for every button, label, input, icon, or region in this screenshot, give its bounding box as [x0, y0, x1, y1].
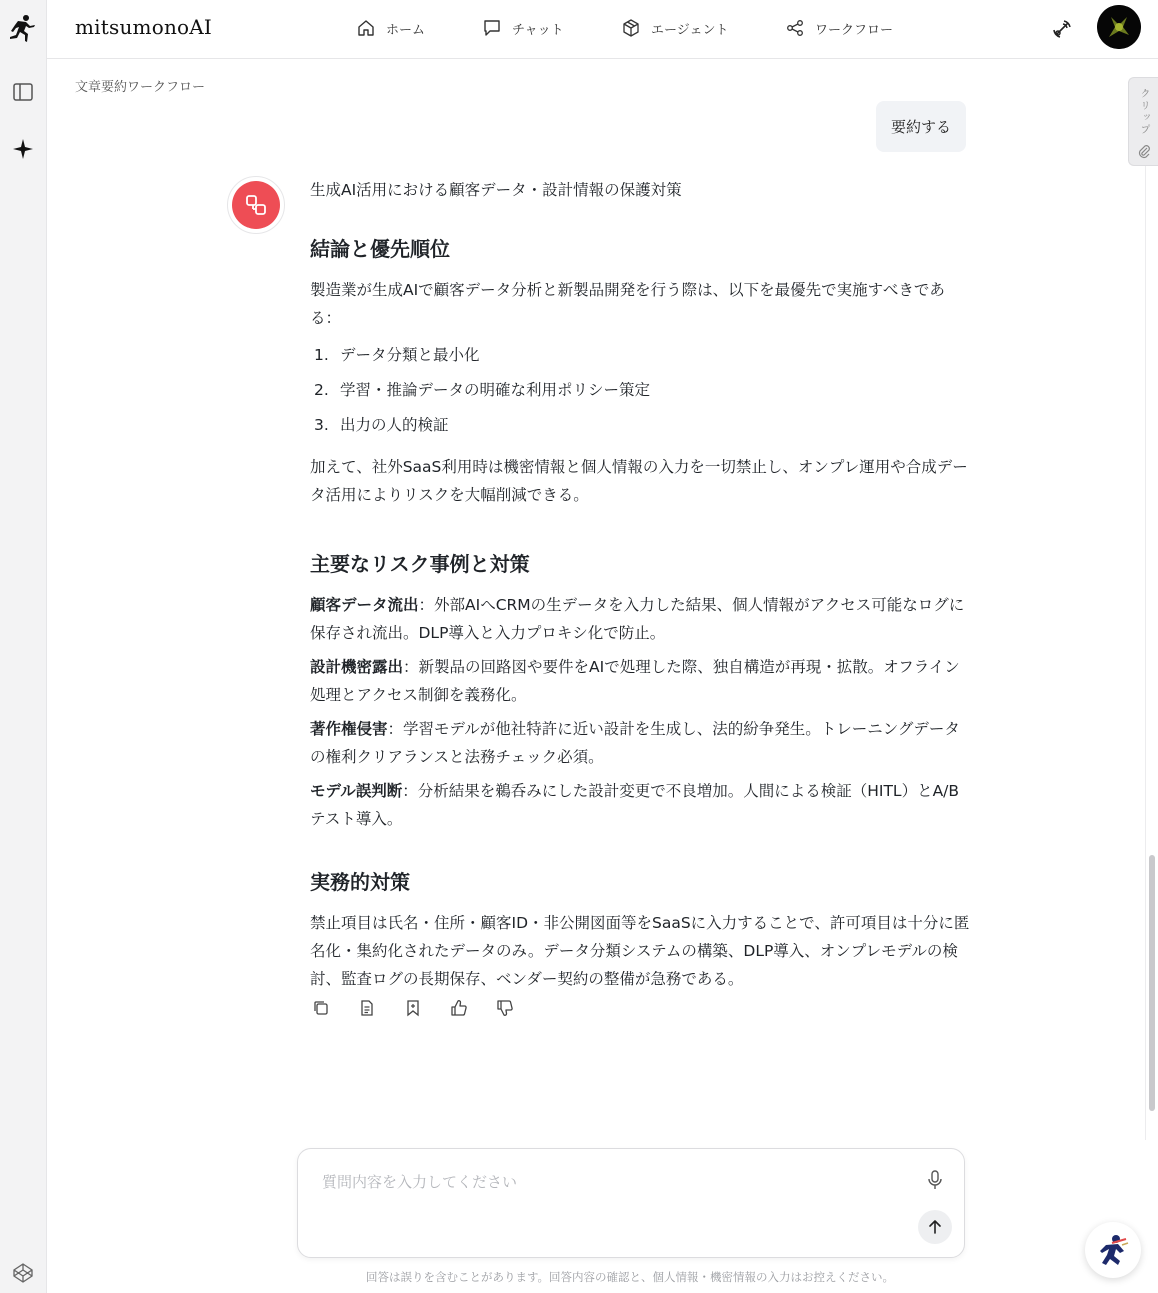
chat-composer [297, 1148, 965, 1258]
section-heading-practical: 実務的対策 [310, 870, 410, 894]
section3-body: 禁止項目は氏名・住所・顧客ID・非公開図面等をSaaSに入力することで、許可項目は十分に匿名化・集約化されたデータのみ。データ分類システムの構築、DLP導入、オンプレモデルの検討、監査ログの長期保存、ベンダー契約の整備が急務である。 [310, 914, 970, 988]
list-item: 2. 学習・推論データの明確な利用ポリシー策定 [314, 381, 651, 399]
message-actions [310, 999, 970, 1017]
section-heading-risks: 主要なリスク事例と対策 [310, 552, 530, 576]
bookmark-icon[interactable] [404, 999, 422, 1017]
document-icon[interactable] [358, 999, 376, 1017]
risk-item: 設計機密露出：新製品の回路図や要件をAIで処理した際、独自構造が再現・拡散。オフライン処理とアクセス制御を義務化。 [310, 658, 960, 704]
cube-icon [621, 18, 641, 38]
section1-closing: 加えて、社外SaaS利用時は機密情報と個人情報の入力を一切禁止し、オンプレ運用や合成データ活用によりリスクを大幅削減できる。 [310, 458, 968, 504]
scroll-track [1145, 166, 1146, 1140]
sidebar-toggle-icon[interactable] [8, 77, 38, 107]
user-message-bubble: 要約する [876, 101, 966, 152]
section1-intro: 製造業が生成AIで顧客データ分析と新製品開発を行う際は、以下を最優先で実施すべきである： [310, 281, 945, 327]
nav-workflow[interactable] [785, 16, 893, 40]
nav-workflow-label: ワークフロー [815, 22, 894, 38]
nav-agent[interactable] [621, 16, 728, 40]
home-icon [356, 18, 376, 38]
ninja-mascot-icon [1094, 1231, 1132, 1269]
logo-runner-icon[interactable] [8, 14, 38, 44]
risk-item: 顧客データ流出：外部AIへCRMの生データを入力した結果、個人情報がアクセス可能なログに保存され流出。DLP導入と入力プロキシ化で防止。 [310, 596, 965, 642]
list-item: 1. データ分類と最小化 [314, 346, 480, 364]
nav-chat[interactable] [482, 16, 564, 40]
assistant-avatar [227, 176, 285, 234]
brand-name[interactable]: mitsumonoAI [75, 15, 213, 39]
risk-item: 著作権侵害：学習モデルが他社特許に近い設計を生成し、法的紛争発生。トレーニングデータの権利クリアランスと法務チェック必須。 [310, 720, 960, 766]
chat-icon [482, 18, 502, 38]
clip-tab-label: クリップ [1138, 88, 1149, 136]
breadcrumb[interactable]: 文章要約ワークフロー [75, 80, 206, 95]
arrow-up-icon [926, 1218, 944, 1236]
share-nodes-icon [785, 18, 805, 38]
risk-item: モデル誤判断：分析結果を鵜呑みにした設計変更で不良増加。人間による検証（HITL）とA/Bテスト導入。 [310, 782, 960, 828]
workflow-node-icon [243, 192, 269, 218]
send-button[interactable] [918, 1210, 952, 1244]
sparkle-icon[interactable] [8, 134, 38, 164]
clip-tab[interactable] [1128, 77, 1158, 166]
question-input[interactable]: 質問内容を入力してください [322, 1173, 518, 1191]
copy-icon[interactable] [312, 999, 330, 1017]
nav-home[interactable] [356, 16, 425, 40]
disclaimer-text: 回答は誤りを含むことがあります。回答内容の確認と、個人情報・機密情報の入力はお控えください。 [365, 1270, 895, 1284]
nav-chat-label: チャット [512, 22, 564, 38]
section-heading-conclusion: 結論と優先順位 [310, 237, 450, 261]
thumbs-up-icon[interactable] [450, 999, 468, 1017]
user-avatar[interactable] [1097, 5, 1141, 49]
priority-list [314, 338, 970, 443]
assistant-fab-button[interactable] [1085, 1222, 1141, 1278]
left-rail [0, 0, 47, 1293]
thumbs-down-icon[interactable] [496, 999, 514, 1017]
nav-agent-label: エージェント [651, 22, 729, 38]
top-bar [47, 0, 1158, 59]
paperclip-icon [1137, 144, 1151, 160]
microphone-icon[interactable] [924, 1169, 946, 1191]
broadcast-icon[interactable] [1050, 17, 1074, 41]
assistant-message [310, 176, 970, 1017]
answer-subject: 生成AI活用における顧客データ・設計情報の保護対策 [310, 181, 682, 199]
scrollbar-thumb[interactable] [1149, 855, 1155, 1111]
list-item: 3. 出力の人的検証 [314, 416, 449, 434]
nav-home-label: ホーム [386, 22, 426, 38]
